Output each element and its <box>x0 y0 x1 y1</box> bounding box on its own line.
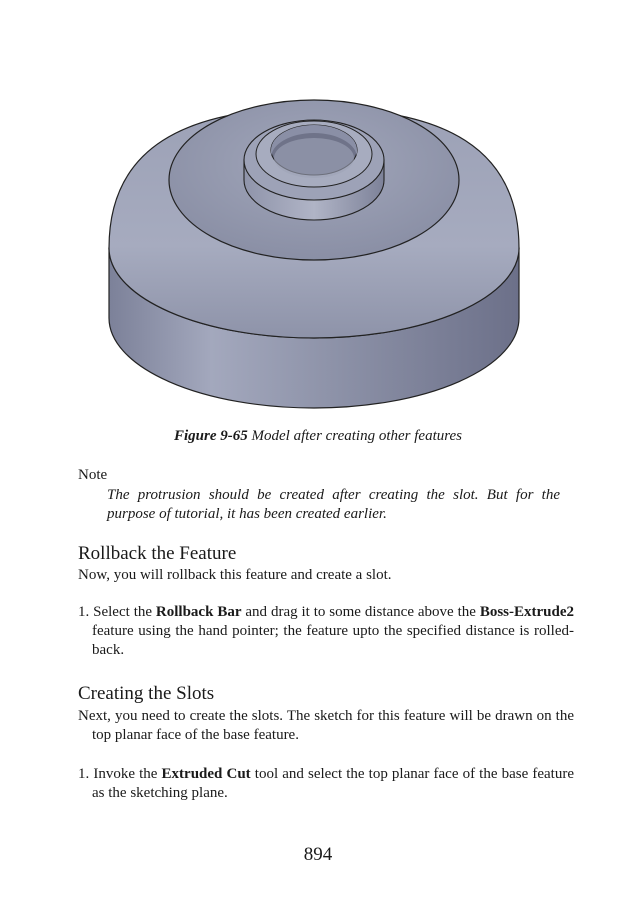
section-slots-intro: Next, you need to create the slots. The sketch for this feature will be drawn on the top planar face of the base feature. <box>78 708 574 743</box>
section-rollback-intro: Now, you will rollback this feature and create a slot. <box>78 567 392 583</box>
note-text: The protrusion should be created after creating the slot. But for the purpose of tutorial, it has been created earlier. <box>107 487 560 522</box>
model-figure <box>104 88 524 418</box>
figure-caption <box>0 428 636 445</box>
section-heading-slots: Creating the Slots <box>78 683 215 704</box>
figure-caption-text: Model after creating other features <box>251 428 463 444</box>
rollback-bar-term: Rollback Bar <box>155 604 242 620</box>
boss-extrude2-term: Boss-Extrude2 <box>479 604 574 620</box>
note-label: Note <box>78 467 108 483</box>
step-text: 1. Invoke the <box>78 766 162 782</box>
slots-step-1 <box>78 765 574 803</box>
step-text: tool and select the top planar face of the base feature as the sketching plane. <box>92 766 574 801</box>
model-render <box>104 88 524 418</box>
step-text: feature using the hand pointer; the feature upto the specified distance is rolled-back. <box>92 623 574 658</box>
figure-number: Figure 9-65 <box>173 428 248 444</box>
section-heading-rollback: Rollback the Feature <box>78 543 237 564</box>
step-text: 1. Select the <box>78 604 156 620</box>
page-number: 894 <box>303 844 333 865</box>
extruded-cut-term: Extruded Cut <box>161 766 251 782</box>
rollback-step-1 <box>78 603 574 660</box>
step-text: and drag it to some distance above the <box>241 604 480 620</box>
